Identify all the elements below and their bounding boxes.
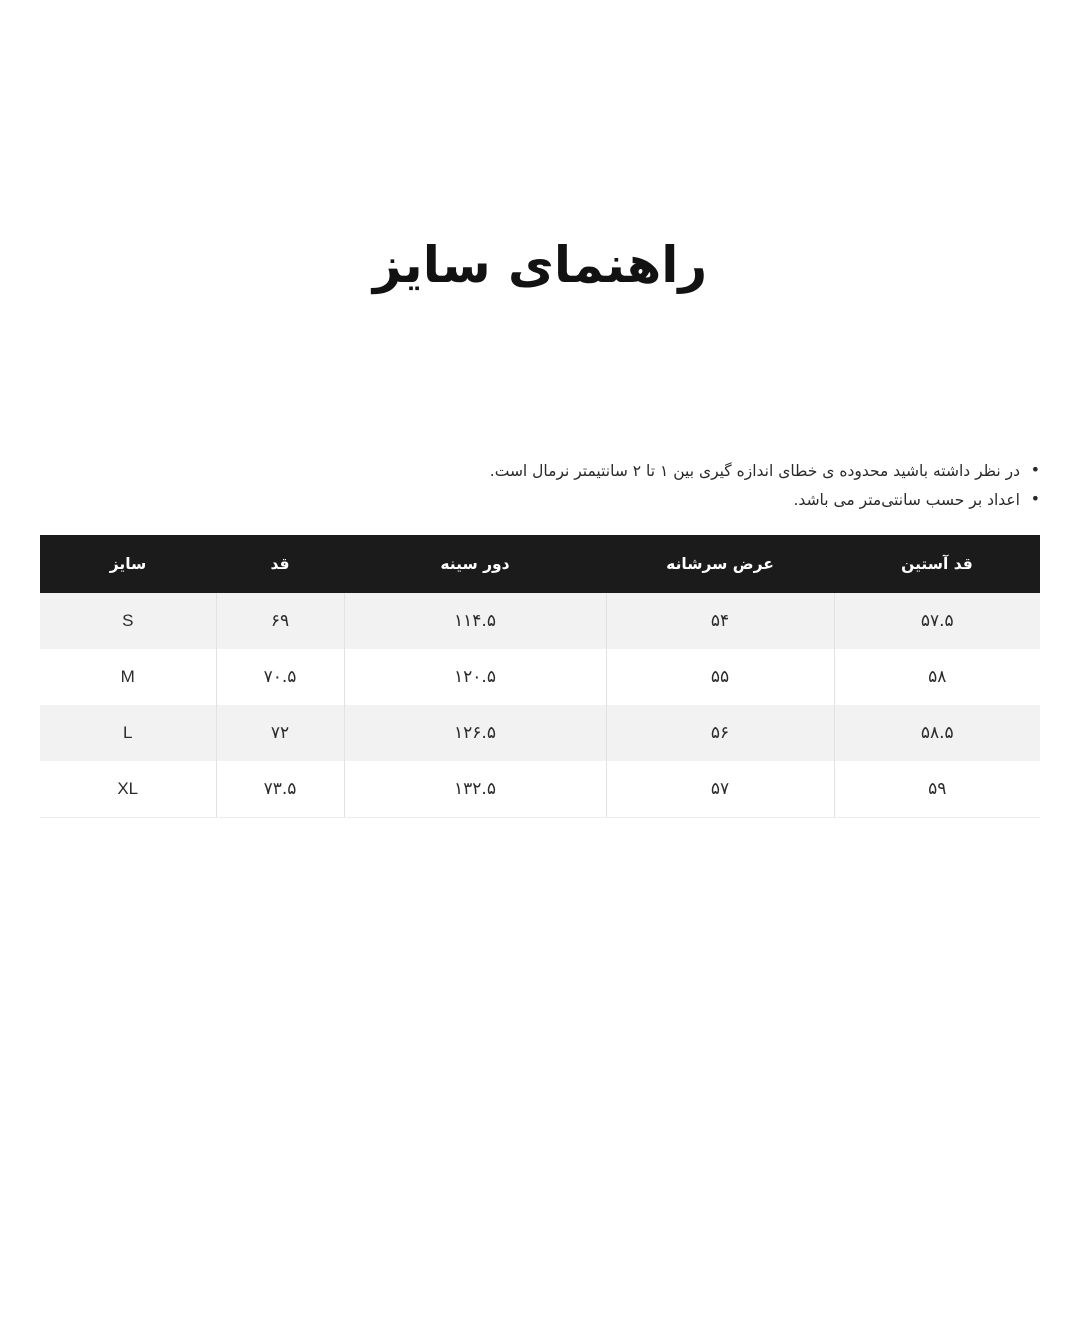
note-item: • در نظر داشته باشید محدوده ی خطای اندازه گیری بین ۱ تا ۲ سانتیمتر نرمال است. [40, 458, 1040, 484]
column-header-size: سایز [40, 535, 216, 593]
cell-size: M [40, 649, 216, 705]
cell-length: ۶۹ [216, 593, 344, 649]
cell-shoulder-width: ۵۷ [606, 761, 834, 818]
table-row [40, 705, 1040, 761]
cell-shoulder-width: ۵۴ [606, 593, 834, 649]
cell-length: ۷۲ [216, 705, 344, 761]
notes-list [40, 458, 1040, 516]
note-item: • اعداد بر حسب سانتی‌متر می باشد. [40, 487, 1040, 513]
cell-chest: ۱۱۴.۵ [344, 593, 606, 649]
table-row [40, 649, 1040, 705]
cell-sleeve-length: ۵۸ [834, 649, 1040, 705]
table-header-row [40, 535, 1040, 593]
table-row [40, 761, 1040, 818]
cell-shoulder-width: ۵۶ [606, 705, 834, 761]
cell-size: L [40, 705, 216, 761]
size-table [40, 535, 1040, 818]
cell-size: XL [40, 761, 216, 818]
page-title: راهنمای سایز [372, 236, 708, 294]
column-header-shoulder-width: عرض سرشانه [606, 535, 834, 593]
cell-sleeve-length: ۵۷.۵ [834, 593, 1040, 649]
cell-chest: ۱۲۰.۵ [344, 649, 606, 705]
column-header-chest: دور سینه [344, 535, 606, 593]
cell-length: ۷۳.۵ [216, 761, 344, 818]
cell-length: ۷۰.۵ [216, 649, 344, 705]
cell-chest: ۱۲۶.۵ [344, 705, 606, 761]
cell-sleeve-length: ۵۸.۵ [834, 705, 1040, 761]
cell-shoulder-width: ۵۵ [606, 649, 834, 705]
table-row [40, 593, 1040, 649]
column-header-sleeve-length: قد آستین [834, 535, 1040, 593]
size-table-wrapper [40, 535, 1040, 818]
cell-size: S [40, 593, 216, 649]
column-header-length: قد [216, 535, 344, 593]
cell-sleeve-length: ۵۹ [834, 761, 1040, 818]
cell-chest: ۱۳۲.۵ [344, 761, 606, 818]
